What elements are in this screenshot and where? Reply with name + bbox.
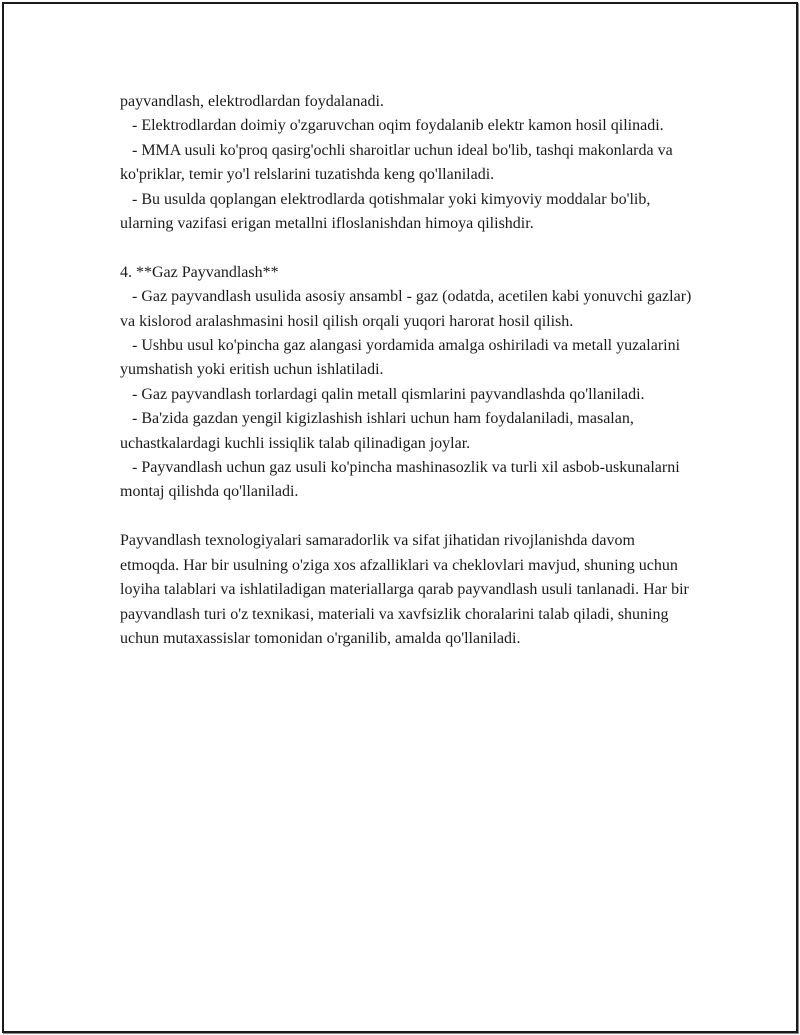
gas-bullet-4: - Ba'zida gazdan yengil kigizlashish ishlari uchun ham foydalaniladi, masalan, uchastkalardagi kuchli issiqlik talab qilinadigan joylar. [120, 410, 638, 452]
document-page [2, 2, 798, 1033]
paragraph-gap [120, 505, 692, 529]
mma-intro-line: payvandlash, elektrodlardan foydalanadi. [120, 93, 384, 110]
mma-bullet-1: - Elektrodlardan doimiy o'zgaruvchan oqim foydalanib elektr kamon hosil qilinadi. [120, 117, 664, 135]
mma-bullet-3: - Bu usulda qoplangan elektrodlarda qotishmalar yoki kimyoviy moddalar bo'lib, ularning vazifasi erigan metallni ifloslanishdan himoya qilishdir. [120, 190, 655, 233]
conclusion-paragraph: Payvandlash texnologiyalari samaradorlik va sifat jihatidan rivojlanishda davom etmoqda. Har bir usulning o'ziga xos afzalliklari va cheklovlari mavjud, shuning uchun loyiha talablari va ishlatiladigan materiallarga qarab payvandlash usuli tanlanadi. Har bir payvandlash turi o'z texnikasi, materiali va xavfsizlik choralarini talab qiladi, shuning uchun mutaxassislar tomonidan o'rganilib, amalda qo'llaniladi. [120, 532, 693, 647]
gas-section-heading: 4. **Gaz Payvandlash** [120, 263, 279, 281]
paragraph-gap [120, 236, 692, 260]
gas-bullet-1: - Gaz payvandlash usulida asosiy ansambl - gaz (odatda, acetilen kabi yonuvchi gazlar) va kislorod aralashmasini hosil qilish orqali yuqori harorat hosil qilish. [120, 288, 696, 330]
document-body [120, 90, 696, 651]
gas-bullet-5: - Payvandlash uchun gaz usuli ko'pincha mashinasozlik va turli xil asbob-uskunalarni montaj qilishda qo'llaniladi. [120, 459, 684, 501]
gas-bullet-3: - Gaz payvandlash torlardagi qalin metall qismlarini payvandlashda qo'llaniladi. [120, 385, 645, 403]
mma-bullet-2: - MMA usuli ko'proq qasirg'ochli sharoitlar uchun ideal bo'lib, tashqi makonlarda va ko'priklar, temir yo'l relslarini tuzatishda keng qo'llaniladi. [120, 141, 677, 184]
gas-bullet-2: - Ushbu usul ko'pincha gaz alangasi yordamida amalga oshiriladi va metall yuzalarini yumshatish yoki eritish uchun ishlatiladi. [120, 337, 685, 379]
